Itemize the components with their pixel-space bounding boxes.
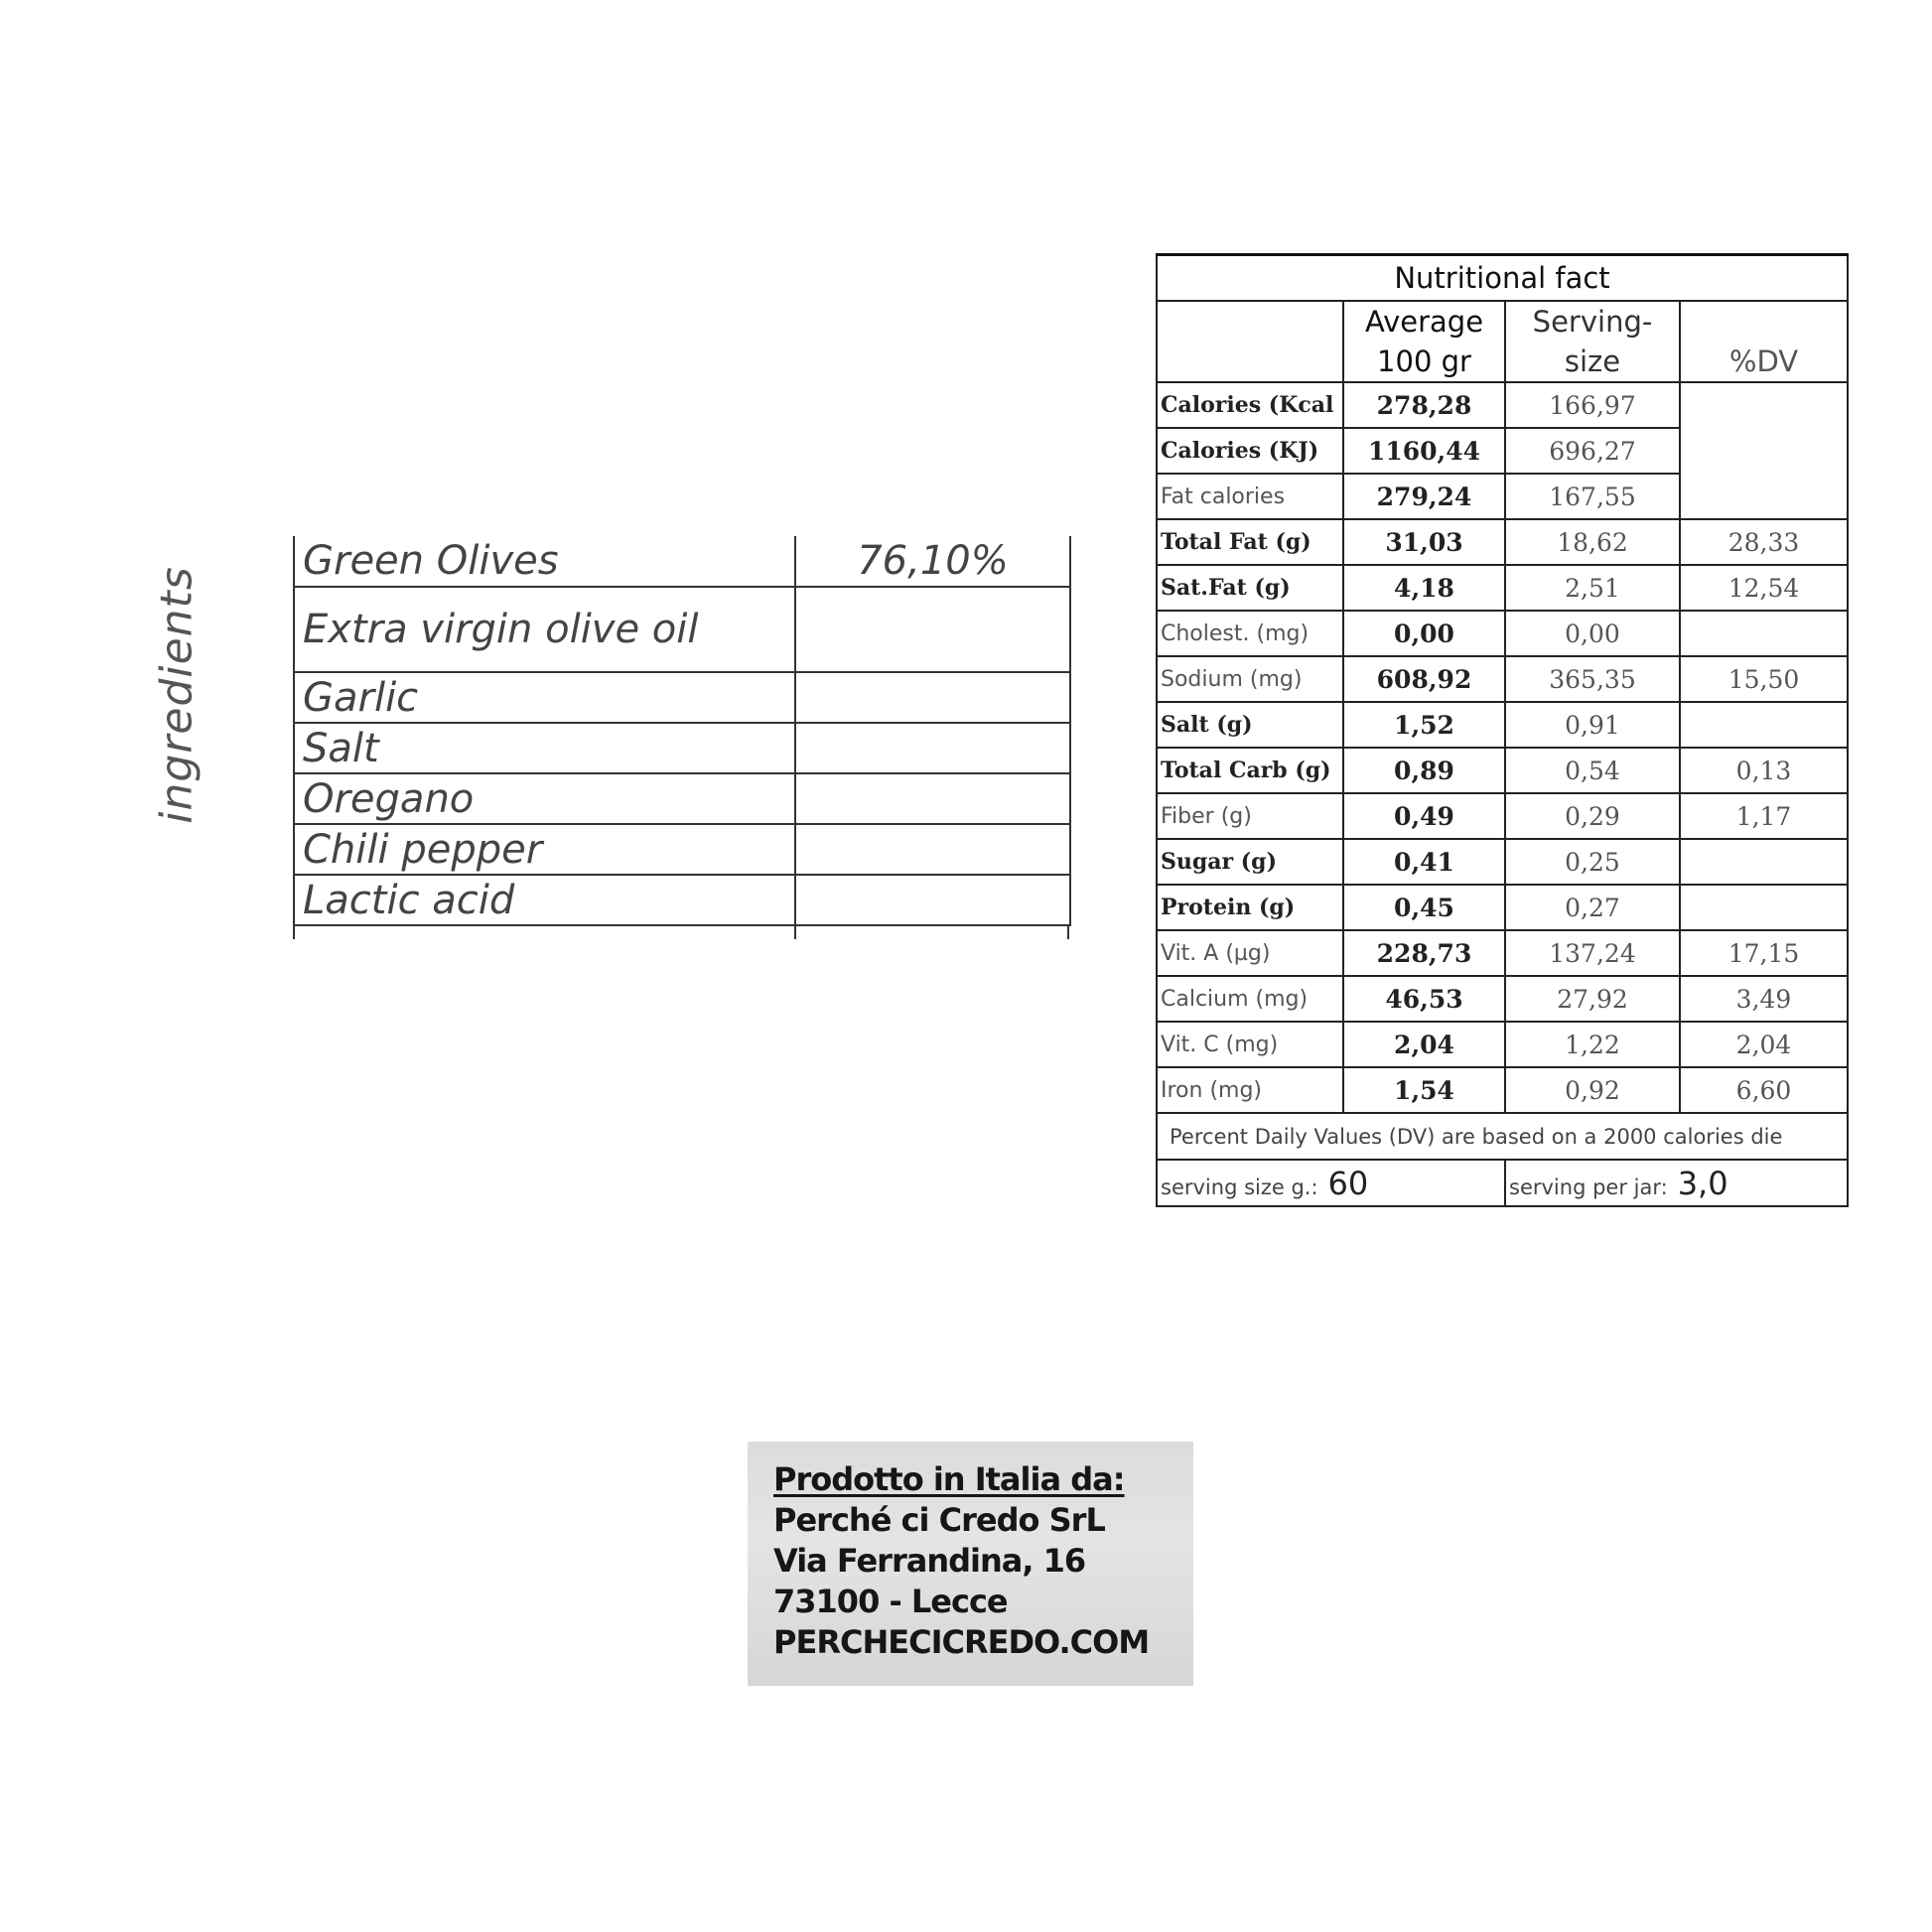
ingredient-percent: [795, 672, 1070, 723]
ingredient-row: [294, 536, 1070, 587]
ingredient-percent: [795, 875, 1070, 925]
nutrient-serving: 1,22: [1505, 1022, 1680, 1067]
header-dv: %DV: [1680, 301, 1848, 382]
nutrient-label: Salt (g): [1157, 702, 1343, 748]
nutrition-title-row: [1157, 255, 1848, 302]
producer-heading: Prodotto in Italia da:: [773, 1460, 1125, 1498]
nutrient-average: 1,52: [1343, 702, 1505, 748]
ingredient-row: [294, 875, 1070, 925]
nutrient-dv: [1680, 839, 1848, 885]
nutrition-row: [1157, 839, 1848, 885]
nutrient-average: 279,24: [1343, 474, 1505, 519]
nutrient-average: 278,28: [1343, 382, 1505, 428]
nutrient-serving: 0,91: [1505, 702, 1680, 748]
producer-website: PERCHECICREDO.COM: [773, 1623, 1150, 1661]
header-serving: Serving-size: [1505, 301, 1680, 382]
nutrient-average: 2,04: [1343, 1022, 1505, 1067]
nutrition-title: Nutritional fact: [1157, 255, 1848, 302]
nutrition-note-row: [1157, 1113, 1848, 1160]
ingredient-percent: 76,10%: [795, 536, 1070, 587]
ingredient-name: Garlic: [294, 672, 795, 723]
nutrient-serving: 696,27: [1505, 428, 1680, 474]
nutrition-header-row: [1157, 301, 1848, 382]
serving-size-cell: [1157, 1160, 1505, 1206]
nutrient-serving: 166,97: [1505, 382, 1680, 428]
nutrient-label: Fat calories: [1157, 474, 1343, 519]
nutrient-average: 228,73: [1343, 930, 1505, 976]
ingredient-name: Green Olives: [294, 536, 795, 587]
ingredient-name: Chili pepper: [294, 824, 795, 875]
nutrient-label: Vit. A (µg): [1157, 930, 1343, 976]
ingredient-row: [294, 587, 1070, 672]
nutrient-label: Sat.Fat (g): [1157, 565, 1343, 611]
nutrition-row: [1157, 748, 1848, 793]
nutrient-average: 1,54: [1343, 1067, 1505, 1113]
nutrition-row: [1157, 611, 1848, 656]
serving-size-value: 60: [1327, 1164, 1369, 1202]
nutrient-dv: 17,15: [1680, 930, 1848, 976]
serving-per-jar-cell: [1505, 1160, 1848, 1206]
nutrient-serving: 18,62: [1505, 519, 1680, 565]
nutrition-row: [1157, 976, 1848, 1022]
nutrient-label: Calories (KJ): [1157, 428, 1343, 474]
nutrient-serving: 0,54: [1505, 748, 1680, 793]
ingredient-percent: [795, 587, 1070, 672]
serving-per-jar-value: 3,0: [1677, 1164, 1728, 1202]
nutrient-dv: 2,04: [1680, 1022, 1848, 1067]
ingredient-name: Salt: [294, 723, 795, 773]
nutrient-dv: [1680, 702, 1848, 748]
nutrient-serving: 167,55: [1505, 474, 1680, 519]
nutrient-dv: 3,49: [1680, 976, 1848, 1022]
nutrient-label: Total Fat (g): [1157, 519, 1343, 565]
nutrient-average: 0,45: [1343, 885, 1505, 930]
nutrient-average: 4,18: [1343, 565, 1505, 611]
nutrient-label: Calcium (mg): [1157, 976, 1343, 1022]
nutrient-dv: 6,60: [1680, 1067, 1848, 1113]
nutrient-label: Sugar (g): [1157, 839, 1343, 885]
dv-footnote: Percent Daily Values (DV) are based on a 2000 calories die: [1157, 1113, 1848, 1160]
nutrient-average: 0,00: [1343, 611, 1505, 656]
nutrition-row: [1157, 656, 1848, 702]
nutrient-serving: 2,51: [1505, 565, 1680, 611]
nutrient-average: 0,41: [1343, 839, 1505, 885]
nutrition-row: [1157, 793, 1848, 839]
nutrient-serving: 0,29: [1505, 793, 1680, 839]
ingredients-table-tail: [293, 925, 1069, 939]
nutrient-dv: 0,13: [1680, 748, 1848, 793]
nutrient-dv: 1,17: [1680, 793, 1848, 839]
ingredient-row: [294, 723, 1070, 773]
serving-per-jar-label: serving per jar:: [1509, 1174, 1668, 1199]
nutrient-label: Sodium (mg): [1157, 656, 1343, 702]
producer-street: Via Ferrandina, 16: [773, 1542, 1086, 1580]
ingredient-name: Extra virgin olive oil: [294, 587, 795, 672]
nutrient-label: Calories (Kcal: [1157, 382, 1343, 428]
nutrition-serving-row: [1157, 1160, 1848, 1206]
nutrient-serving: 137,24: [1505, 930, 1680, 976]
nutrient-serving: 365,35: [1505, 656, 1680, 702]
nutrition-header-blank: [1157, 301, 1343, 382]
ingredients-table: [293, 536, 1071, 926]
producer-city: 73100 - Lecce: [773, 1583, 1008, 1620]
nutrition-row: [1157, 885, 1848, 930]
nutrient-dv: [1680, 885, 1848, 930]
nutrient-serving: 0,25: [1505, 839, 1680, 885]
producer-company: Perché ci Credo SrL: [773, 1501, 1105, 1539]
nutrient-dv: [1680, 611, 1848, 656]
nutrient-average: 608,92: [1343, 656, 1505, 702]
nutrition-row: [1157, 565, 1848, 611]
nutrient-average: 0,89: [1343, 748, 1505, 793]
nutrition-row: [1157, 930, 1848, 976]
nutrition-row: [1157, 702, 1848, 748]
ingredients-side-label: ingredients: [151, 566, 203, 824]
nutrient-average: 31,03: [1343, 519, 1505, 565]
nutrient-label: Total Carb (g): [1157, 748, 1343, 793]
nutrient-dv: 12,54: [1680, 565, 1848, 611]
nutrient-label: Protein (g): [1157, 885, 1343, 930]
nutrient-serving: 27,92: [1505, 976, 1680, 1022]
nutrient-serving: 0,27: [1505, 885, 1680, 930]
nutrition-row: [1157, 1022, 1848, 1067]
nutrient-dv: 15,50: [1680, 656, 1848, 702]
nutrient-average: 46,53: [1343, 976, 1505, 1022]
header-average: Average 100 gr: [1343, 301, 1505, 382]
nutrient-average: 0,49: [1343, 793, 1505, 839]
ingredient-name: Oregano: [294, 773, 795, 824]
ingredient-percent: [795, 824, 1070, 875]
nutrient-dv: [1680, 382, 1848, 519]
ingredient-row: [294, 672, 1070, 723]
nutrient-average: 1160,44: [1343, 428, 1505, 474]
nutrient-label: Cholest. (mg): [1157, 611, 1343, 656]
nutrition-table: [1156, 253, 1849, 1207]
nutrient-label: Iron (mg): [1157, 1067, 1343, 1113]
nutrition-row: [1157, 382, 1848, 428]
ingredient-name: Lactic acid: [294, 875, 795, 925]
ingredient-row: [294, 824, 1070, 875]
serving-size-label: serving size g.:: [1161, 1174, 1318, 1199]
nutrient-label: Vit. C (mg): [1157, 1022, 1343, 1067]
nutrition-row: [1157, 1067, 1848, 1113]
nutrient-serving: 0,00: [1505, 611, 1680, 656]
nutrition-row: [1157, 519, 1848, 565]
nutrient-serving: 0,92: [1505, 1067, 1680, 1113]
nutrient-label: Fiber (g): [1157, 793, 1343, 839]
ingredient-percent: [795, 723, 1070, 773]
ingredient-row: [294, 773, 1070, 824]
nutrient-dv: 28,33: [1680, 519, 1848, 565]
ingredient-percent: [795, 773, 1070, 824]
producer-label: [748, 1442, 1193, 1686]
